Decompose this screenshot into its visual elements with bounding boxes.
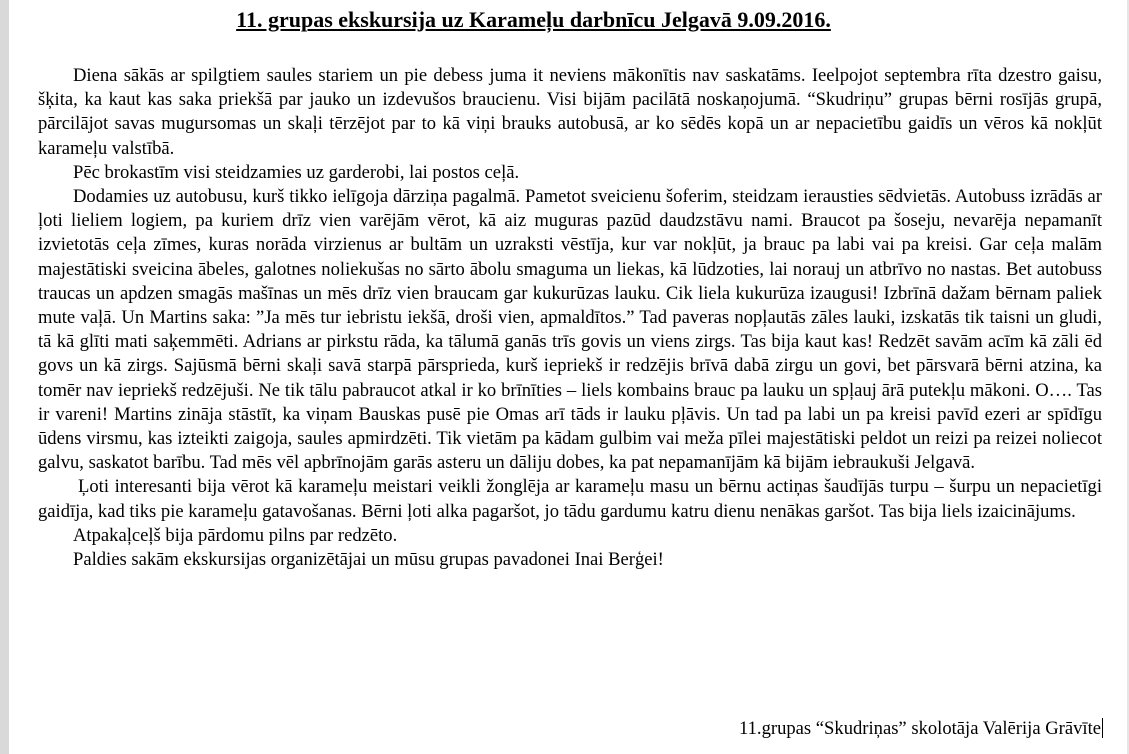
- paragraph-intro: Diena sākās ar spilgtiem saules stariem un pie debess juma it neviens mākonītis nav saskatāms. Ieelpojot septembra rīta dzestro gaisu, šķita, ka kaut kas saka priekšā par jauko un izdevušos braucienu. Visi bijām pacilātā noskaņojumā. “Skudriņu” grupas bērni rosījās grupā, pārcilājot savas mugursomas un skaļi tērzējot par to kā viņi brauks autobusā, ar ko sēdēs kopā un ar nepacietību gaidīs un vēros kā nokļūt karameļu valstībā.: [38, 65, 1102, 159]
- paragraph-caramel-workshop: Ļoti interesanti bija vērot kā karameļu meistari veikli žonglēja ar karameļu masu un bērnu actiņas šaudījās turpu – šurpu un nepacietīgi gaidīja, kad tiks pie karameļu gatavošanas. Bērni ļoti alka pagaršot, jo tādu gardumu katru dienu nenākas garšot. Tas bija liels izaicinājums.: [38, 476, 1102, 522]
- page-left-margin-shade: [0, 0, 9, 754]
- text-cursor: [1102, 718, 1103, 738]
- paragraph-thanks: Paldies sakām ekskursijas organizētājai un mūsu grupas pavadonei Inai Berģei!: [73, 549, 664, 571]
- signature-line: [739, 717, 1103, 741]
- document-body[interactable]: [38, 64, 1102, 572]
- signature-text: 11.grupas “Skudriņas” skolotāja Valērija Grāvīte: [739, 718, 1101, 739]
- document-title: 11. grupas ekskursija uz Karameļu darbnīcu Jelgavā 9.09.2016.: [236, 7, 831, 32]
- paragraph-bus-trip: Dodamies uz autobusu, kurš tikko ielīgoja dārziņa pagalmā. Pametot sveicienu šoferim, steidzam ierausties sēdvietās. Autobuss izrādās ar ļoti lieliem logiem, pa kuriem drīz vien varējām vērot, kā aiz muguras pazūd daudzstāvu nami. Braucot pa šoseju, nevarēja nepamanīt izvietotās ceļa zīmes, kuras norāda virzienus ar bultām un uzraksti vēstīja, kur var nokļūt, ja brauc pa labi vai pa kreisi. Gar ceļa malām majestātiski sveicina ābeles, galotnes noliekušas no sārto ābolu smaguma un liekas, kā lūdzoties, lai norauj un atbrīvo no nastas. Bet autobuss traucas un apdzen smagās mašīnas un mēs drīz vien braucam gar kukurūzas lauku. Cik liela kukurūza izaugusi! Izbrīnā dažam bērnam paliek mute vaļā. Un Martins saka: ”Ja mēs tur iebristu iekšā, droši vien, apmaldītos.” Tad paveras nopļautās zāles lauki, izskatās tik taisni un gludi, tā kā glīti mati saķemmēti. Adrians ar pirkstu rāda, ka tālumā ganās trīs govis un viens zirgs. Tas bija kaut kas! Redzēt savām acīm kā zāli ēd govs un kā zirgs. Sajūsmā bērni skaļi savā starpā pārsprieda, kurš iepriekš ir redzējis brīvā dabā zirgu un govi, bet pārsvarā bērni atzina, ka tomēr nav iepriekš redzējuši. Ne tik tālu pabraucot atkal ir ko brīnīties – liels kombains brauc pa lauku un spļauj ārā putekļu mākoni. O…. Tas ir vareni! Martins zināja stāstīt, ka viņam Bauskas pusē pie Omas arī tāds ir lauku pļāvis. Un tad pa labi un pa kreisi pavīd ezeri ar spīdīgu ūdens virsmu, kas izteikti zaigoja, saules apmirdzēti. Tik vietām pa kādam gulbim vai meža pīlei majestātiski peldot un reizi pa reizei noliecot galvu, saskatot barību. Tad mēs vēl apbrīnojām garās asteru un dāliju dobes, ka pat nepamanījām kā bijām iebraukuši Jelgavā.: [38, 186, 1102, 474]
- paragraph-return: Atpakaļceļš bija pārdomu pilns par redzēto.: [73, 524, 398, 546]
- paragraph-breakfast: Pēc brokastīm visi steidzamies uz garderobi, lai postos ceļā.: [73, 161, 520, 183]
